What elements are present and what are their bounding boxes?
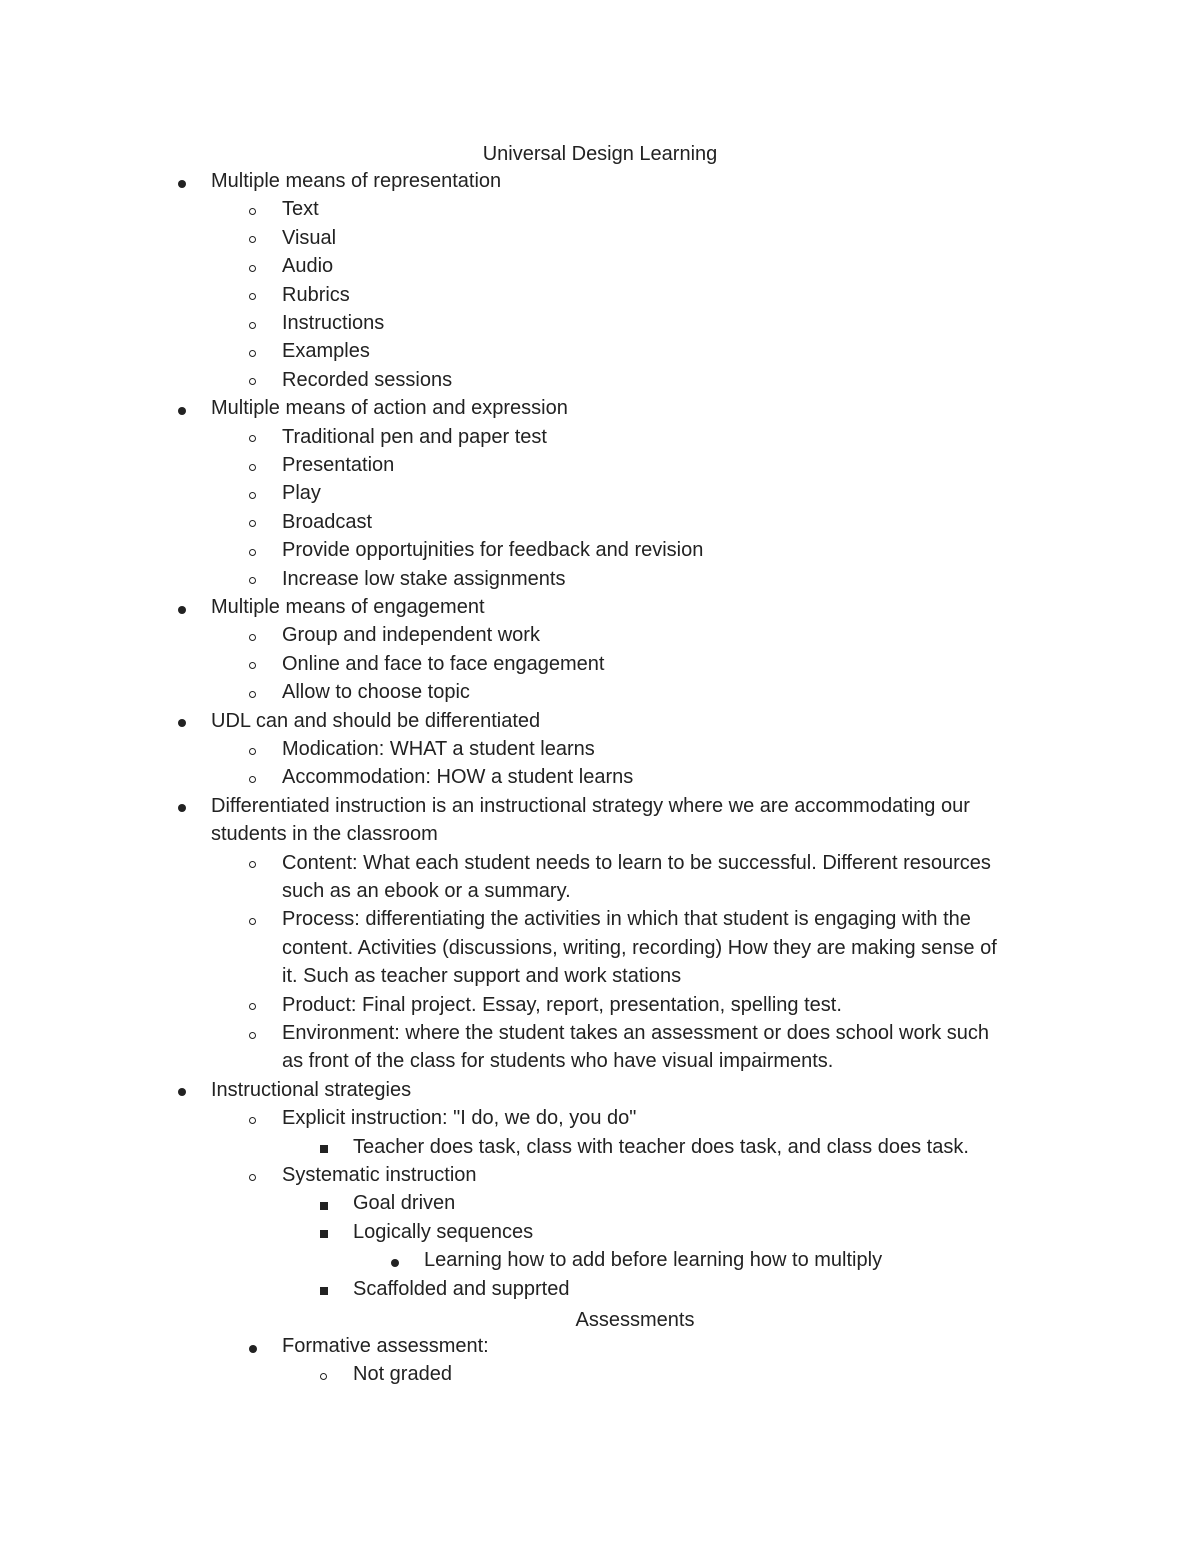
circle-bullet-icon — [249, 236, 256, 243]
circle-bullet-icon — [249, 549, 256, 556]
list-item-text: Product: Final project. Essay, report, presentation, spelling test. — [282, 993, 842, 1016]
circle-bullet-icon — [249, 520, 256, 527]
list-item-text: Logically sequences — [353, 1220, 534, 1243]
circle-bullet-icon — [249, 265, 256, 272]
list-item-text: Instructional strategies — [211, 1078, 412, 1101]
list-item-text: Systematic instruction — [282, 1164, 477, 1186]
circle-bullet-icon — [249, 577, 256, 584]
list-item-text: Environment: where the student takes an assessment or does school work such — [282, 1022, 990, 1044]
list-item-text: Audio — [282, 255, 334, 278]
disc-bullet-icon — [178, 407, 186, 415]
list-item-text: Allow to choose topic — [282, 681, 470, 704]
list-item-text: Multiple means of action and expression — [211, 397, 568, 420]
list-item-text: Accommodation: HOW a student learns — [282, 766, 634, 789]
list-item-text: Modication: WHAT a student learns — [282, 738, 595, 760]
list-item-text: such as an ebook or a summary. — [282, 880, 571, 902]
circle-bullet-icon — [249, 435, 256, 442]
list-item-text: Goal driven — [353, 1192, 456, 1215]
section-title-assessments: Assessments — [575, 1309, 695, 1331]
disc-bullet-icon — [391, 1259, 399, 1267]
list-item-text: UDL can and should be differentiated — [211, 709, 541, 732]
list-item-text: Provide opportujnities for feedback and revision — [282, 539, 704, 562]
circle-bullet-icon — [249, 208, 256, 215]
circle-bullet-icon — [249, 1003, 256, 1010]
list-item-text: Content: What each student needs to learn to be successful. Different resources — [282, 851, 991, 874]
disc-bullet-icon — [249, 1345, 257, 1353]
disc-bullet-icon — [178, 719, 186, 727]
list-item-text: students in the classroom — [211, 823, 438, 846]
list-item-text: Process: differentiating the activities in which that student is engaging with the — [282, 908, 971, 931]
list-item-text: Online and face to face engagement — [282, 652, 605, 675]
circle-bullet-icon — [249, 350, 256, 357]
list-item-text: Play — [282, 482, 321, 505]
list-item-text: content. Activities (discussions, writing, recording) How they are making sense of — [282, 936, 997, 959]
list-item-text: Recorded sessions — [282, 368, 453, 391]
list-item-text: Broadcast — [282, 510, 373, 533]
circle-bullet-icon — [249, 378, 256, 385]
circle-bullet-icon — [249, 776, 256, 783]
list-item-text: Instructions — [282, 312, 385, 334]
list-item-text: it. Such as teacher support and work stations — [282, 965, 682, 988]
circle-bullet-icon — [249, 748, 256, 755]
circle-bullet-icon — [249, 293, 256, 300]
list-item-text: Differentiated instruction is an instructional strategy where we are accommodating our — [211, 794, 970, 817]
square-bullet-icon — [320, 1287, 328, 1295]
list-item-text: Multiple means of engagement — [211, 596, 485, 618]
square-bullet-icon — [320, 1230, 328, 1238]
circle-bullet-icon — [249, 1117, 256, 1124]
circle-bullet-icon — [249, 464, 256, 471]
circle-bullet-icon — [249, 1174, 256, 1181]
circle-bullet-icon — [249, 492, 256, 499]
list-item-text: Teacher does task, class with teacher does task, and class does task. — [353, 1135, 969, 1158]
disc-bullet-icon — [178, 1088, 186, 1096]
list-item-text: Group and independent work — [282, 624, 540, 647]
circle-bullet-icon — [320, 1373, 327, 1380]
circle-bullet-icon — [249, 634, 256, 641]
list-item-text: Examples — [282, 340, 370, 363]
list-item-text: Formative assessment: — [282, 1335, 489, 1357]
circle-bullet-icon — [249, 691, 256, 698]
disc-bullet-icon — [178, 804, 186, 812]
list-item-text: Visual — [282, 226, 337, 249]
document-title: Universal Design Learning — [482, 143, 718, 165]
circle-bullet-icon — [249, 662, 256, 669]
list-item-text: Scaffolded and supprted — [353, 1277, 570, 1300]
circle-bullet-icon — [249, 918, 256, 925]
list-item-text: Multiple means of representation — [211, 170, 502, 192]
list-item-text: Increase low stake assignments — [282, 567, 566, 590]
list-item-text: Traditional pen and paper test — [282, 425, 547, 448]
list-item-text: Learning how to add before learning how to multiply — [424, 1249, 883, 1272]
list-item-text: Explicit instruction: "I do, we do, you do" — [282, 1107, 637, 1130]
list-item-text: Text — [282, 198, 319, 221]
square-bullet-icon — [320, 1202, 328, 1210]
list-item-text: Presentation — [282, 454, 395, 476]
list-item-text: Not graded — [353, 1363, 452, 1386]
circle-bullet-icon — [249, 861, 256, 868]
square-bullet-icon — [320, 1145, 328, 1153]
disc-bullet-icon — [178, 180, 186, 188]
list-item-text: Rubrics — [282, 283, 350, 306]
disc-bullet-icon — [178, 606, 186, 614]
circle-bullet-icon — [249, 1032, 256, 1039]
circle-bullet-icon — [249, 322, 256, 329]
list-item-text: as front of the class for students who have visual impairments. — [282, 1050, 834, 1073]
